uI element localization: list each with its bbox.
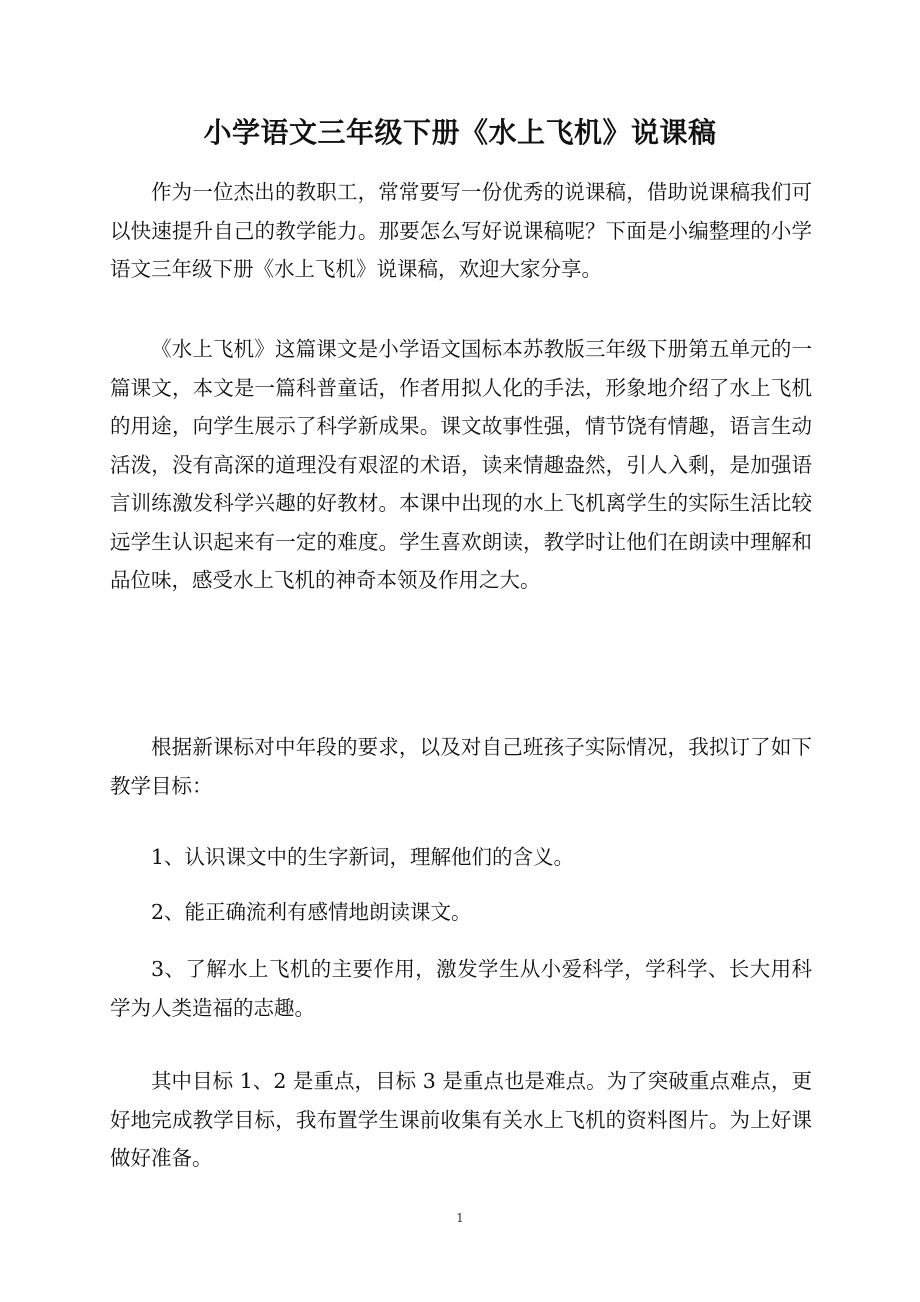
goal-3-paragraph: 3、了解水上飞机的主要作用，激发学生从小爱科学，学科学、长大用科学为人类造福的志趣。 xyxy=(110,957,812,1020)
key-points-paragraph: 其中目标 1、2 是重点，目标 3 是重点也是难点。为了突破重点难点，更好地完成教学目标，我布置学生课前收集有关水上飞机的资料图片。为上好课做好准备。 xyxy=(110,1069,812,1170)
page-number: 1 xyxy=(456,1211,464,1225)
goal-2-paragraph: 2、能正确流利有感情地朗读课文。 xyxy=(151,900,472,924)
teaching-goals-intro-paragraph: 根据新课标对中年段的要求，以及对自己班孩子实际情况，我拟订了如下教学目标： xyxy=(110,735,812,798)
goal-1-paragraph: 1、认识课文中的生字新词，理解他们的含义。 xyxy=(151,845,575,869)
intro-paragraph: 作为一位杰出的教职工，常常要写一份优秀的说课稿，借助说课稿我们可以快速提升自己的教学能力。那要怎么写好说课稿呢？下面是小编整理的小学语文三年级下册《水上飞机》说课稿，欢迎大家分享。 xyxy=(110,180,812,281)
document-title: 小学语文三年级下册《水上飞机》说课稿 xyxy=(203,116,717,149)
lesson-analysis-paragraph: 《水上飞机》这篇课文是小学语文国标本苏教版三年级下册第五单元的一篇课文，本文是一篇科普童话，作者用拟人化的手法，形象地介绍了水上飞机的用途，向学生展示了科学新成果。课文故事性强，情节饶有情趣，语言生动活泼，没有高深的道理没有艰涩的术语，读来情趣盎然，引人入剩，是加强语言训练激发科学兴趣的好教材。本课中出现的水上飞机离学生的实际生活比较远学生认识起来有一定的难度。学生喜欢朗读，教学时让他们在朗读中理解和品位味，感受水上飞机的神奇本领及作用之大。 xyxy=(110,337,812,592)
